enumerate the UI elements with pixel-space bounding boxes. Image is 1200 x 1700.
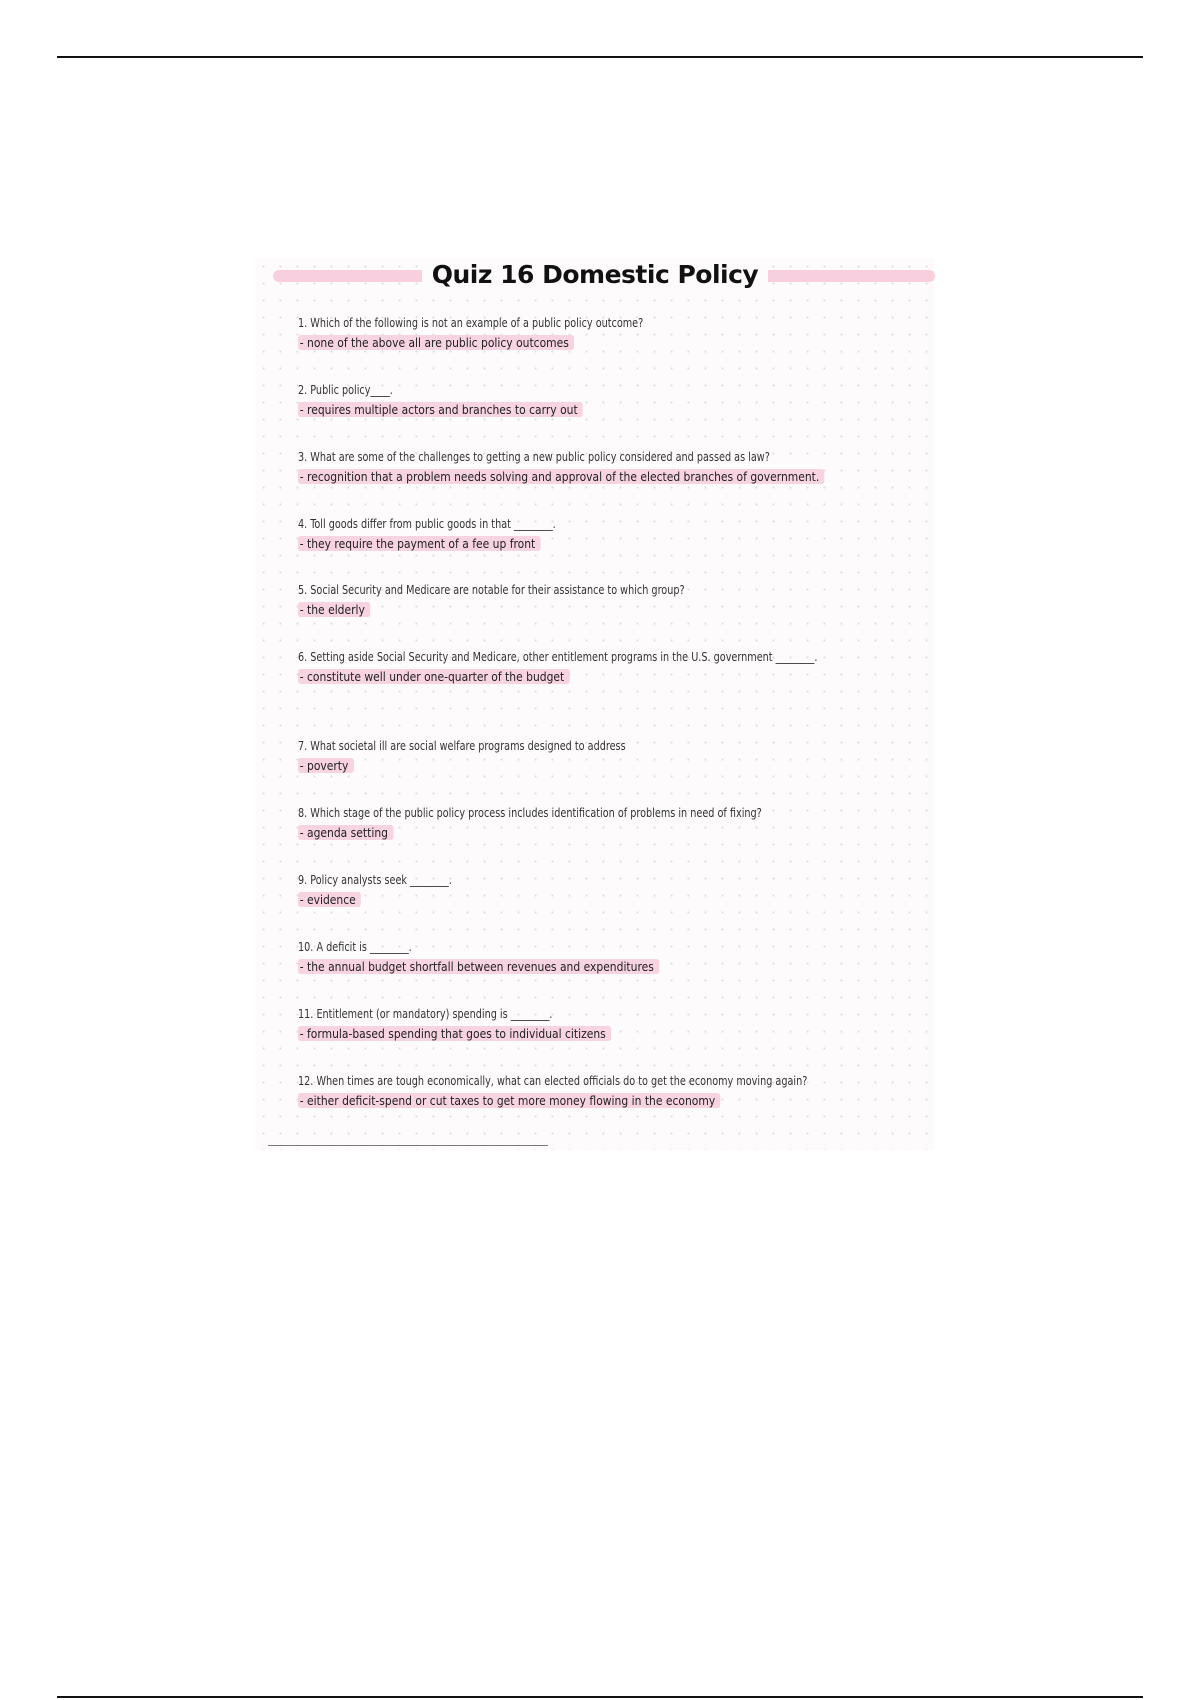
question-text: 8. Which stage of the public policy process includes identification of problems in need of fixing? [298,805,762,820]
title-banner [255,258,935,298]
question-text: 6. Setting aside Social Security and Medicare, other entitlement programs in the U.S. government ________. [298,649,818,664]
answer-text: - evidence [298,892,361,907]
question-11 [298,1005,918,1042]
question-7 [298,737,918,774]
question-text: 5. Social Security and Medicare are notable for their assistance to which group? [298,582,685,597]
answer-text: - agenda setting [298,825,393,840]
question-text: 4. Toll goods differ from public goods in that ________. [298,516,556,531]
question-text: 12. When times are tough economically, what can elected officials do to get the economy moving again? [298,1073,808,1088]
answer-text: - constitute well under one-quarter of the budget [298,669,569,684]
question-3 [298,448,918,485]
question-text: 9. Policy analysts seek ________. [298,872,452,887]
question-text: 1. Which of the following is not an example of a public policy outcome? [298,315,644,330]
answer-text: - the elderly [298,602,370,617]
top-rule [57,56,1143,58]
answer-text: - none of the above all are public policy outcomes [298,335,574,350]
question-12 [298,1072,918,1109]
answer-text: - they require the payment of a fee up front [298,536,540,551]
question-text: 3. What are some of the challenges to getting a new public policy considered and passed as law? [298,449,770,464]
answer-text: - either deficit-spend or cut taxes to get more money flowing in the economy [298,1093,720,1108]
quiz-sheet [255,258,935,1150]
question-10 [298,938,918,975]
question-9 [298,871,918,908]
question-2 [298,381,918,418]
footnote-divider [268,1145,548,1146]
question-text: 7. What societal ill are social welfare programs designed to address [298,738,626,753]
question-6 [298,648,918,685]
answer-text: - recognition that a problem needs solving and approval of the elected branches of government. [298,469,824,484]
bottom-rule [57,1696,1143,1698]
question-1 [298,314,918,351]
question-text: 2. Public policy____. [298,382,393,397]
answer-text: - formula-based spending that goes to individual citizens [298,1026,611,1041]
question-text: 10. A deficit is ________. [298,939,412,954]
page-title: Quiz 16 Domestic Policy [255,260,935,289]
answer-text: - requires multiple actors and branches to carry out [298,402,583,417]
answer-text: - the annual budget shortfall between revenues and expenditures [298,959,659,974]
question-5 [298,581,918,618]
question-4 [298,515,918,552]
question-text: 11. Entitlement (or mandatory) spending is ________. [298,1006,553,1021]
answer-text: - poverty [298,758,354,773]
question-8 [298,804,918,841]
